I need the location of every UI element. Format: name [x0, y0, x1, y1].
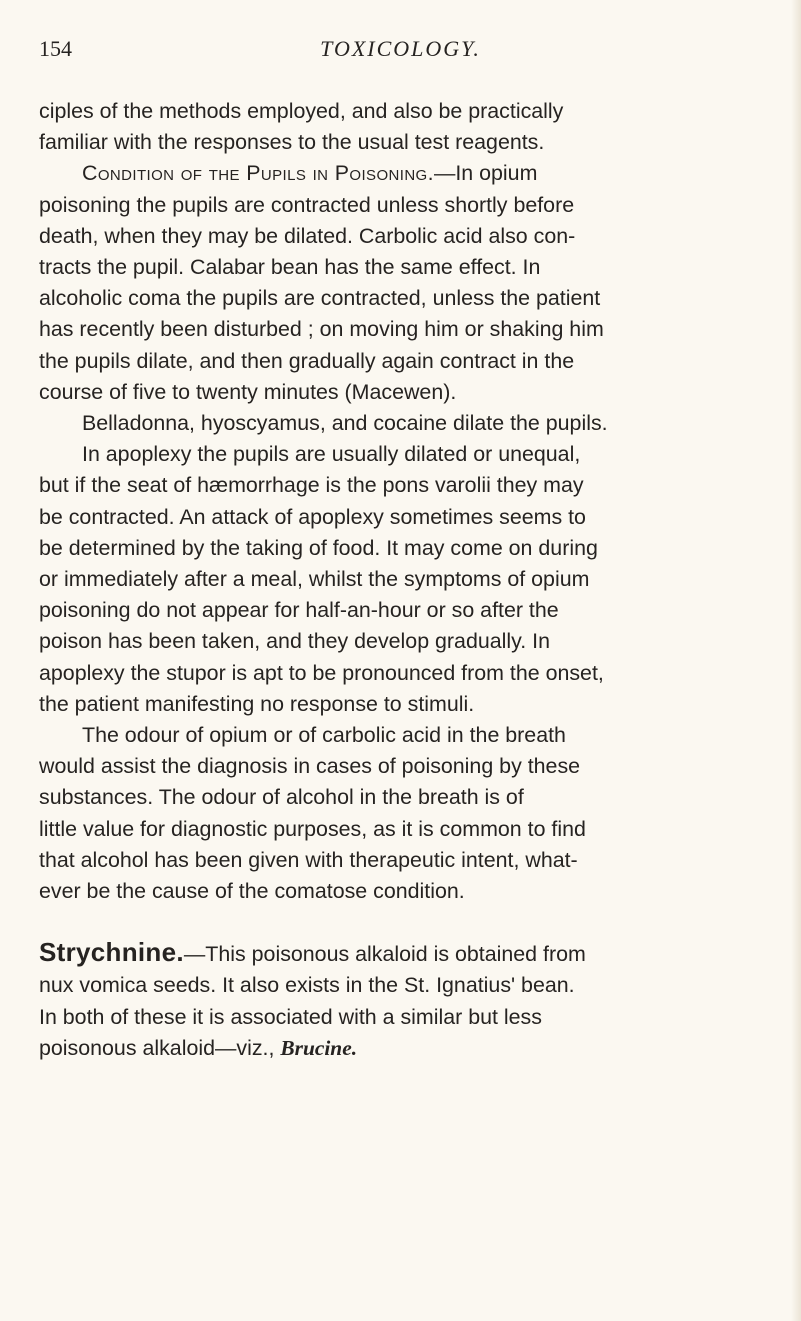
- text-line: the patient manifesting no response to stimuli.: [39, 691, 475, 716]
- section-gap: [39, 907, 761, 937]
- text-line: alcoholic coma the pupils are contracted, unless the patient: [39, 286, 601, 311]
- text-line: The odour of opium or of carbolic acid in the breath: [82, 723, 566, 748]
- text-line: familiar with the responses to the usual test reagents.: [39, 130, 545, 155]
- text-fragment: poisonous alkaloid—viz.,: [39, 1035, 281, 1060]
- text-line: the pupils dilate, and then gradually again contract in the: [39, 348, 575, 373]
- text-line: be determined by the taking of food. It may come on during: [39, 535, 598, 560]
- page-header: [0, 36, 801, 70]
- text-line: death, when they may be dilated. Carbolic acid also con-: [39, 223, 576, 248]
- page-edge-shadow: [791, 0, 801, 1321]
- strychnine-paragraph-first-line: [39, 937, 761, 970]
- brucine-term: Brucine.: [280, 1035, 358, 1060]
- text-line: has recently been disturbed ; on moving him or shaking him: [39, 317, 604, 342]
- text-line: or immediately after a meal, whilst the symptoms of opium: [39, 567, 590, 592]
- text-line: nux vomica seeds. It also exists in the St. Ignatius' bean.: [39, 973, 575, 998]
- text-line: [39, 1033, 761, 1064]
- text-line: tracts the pupil. Calabar bean has the same effect. In: [39, 255, 541, 280]
- page-number: 154: [39, 36, 72, 61]
- text-line: In both of these it is associated with a similar but less: [39, 1004, 542, 1029]
- section-heading-pupils: Condition of the Pupils in Poisoning.: [82, 161, 434, 186]
- text-line: ciples of the methods employed, and also be practically: [39, 99, 564, 123]
- section-heading-strychnine: Strychnine.: [39, 937, 184, 968]
- page-body: [39, 96, 761, 1064]
- text-line: be contracted. An attack of apoplexy sometimes seems to: [39, 504, 586, 529]
- text-line: poisoning the pupils are contracted unless shortly before: [39, 192, 575, 217]
- text-line: poisoning do not appear for half-an-hour or so after the: [39, 598, 559, 623]
- text-line: substances. The odour of alcohol in the breath is of: [39, 785, 524, 810]
- text-line: but if the seat of hæmorrhage is the pons varolii they may: [39, 473, 584, 498]
- text-line: would assist the diagnosis in cases of poisoning by these: [39, 754, 581, 779]
- pupils-paragraph-first-line: [39, 158, 761, 189]
- text-line: little value for diagnostic purposes, as it is common to find: [39, 816, 586, 841]
- text-line: ever be the cause of the comatose condition.: [39, 879, 465, 904]
- text-line: poison has been taken, and they develop gradually. In: [39, 629, 550, 654]
- running-head: TOXICOLOGY.: [320, 36, 481, 61]
- text-line: In apoplexy the pupils are usually dilated or unequal,: [82, 442, 581, 467]
- text-line: Belladonna, hyoscyamus, and cocaine dilate the pupils.: [82, 411, 608, 436]
- text-line: apoplexy the stupor is apt to be pronounced from the onset,: [39, 660, 604, 685]
- text-line: course of five to twenty minutes (Macewen).: [39, 379, 457, 404]
- text-fragment: —This poisonous alkaloid is obtained from: [183, 942, 586, 967]
- text-line: that alcohol has been given with therapeutic intent, what-: [39, 847, 578, 872]
- text-fragment: —In opium: [433, 161, 538, 186]
